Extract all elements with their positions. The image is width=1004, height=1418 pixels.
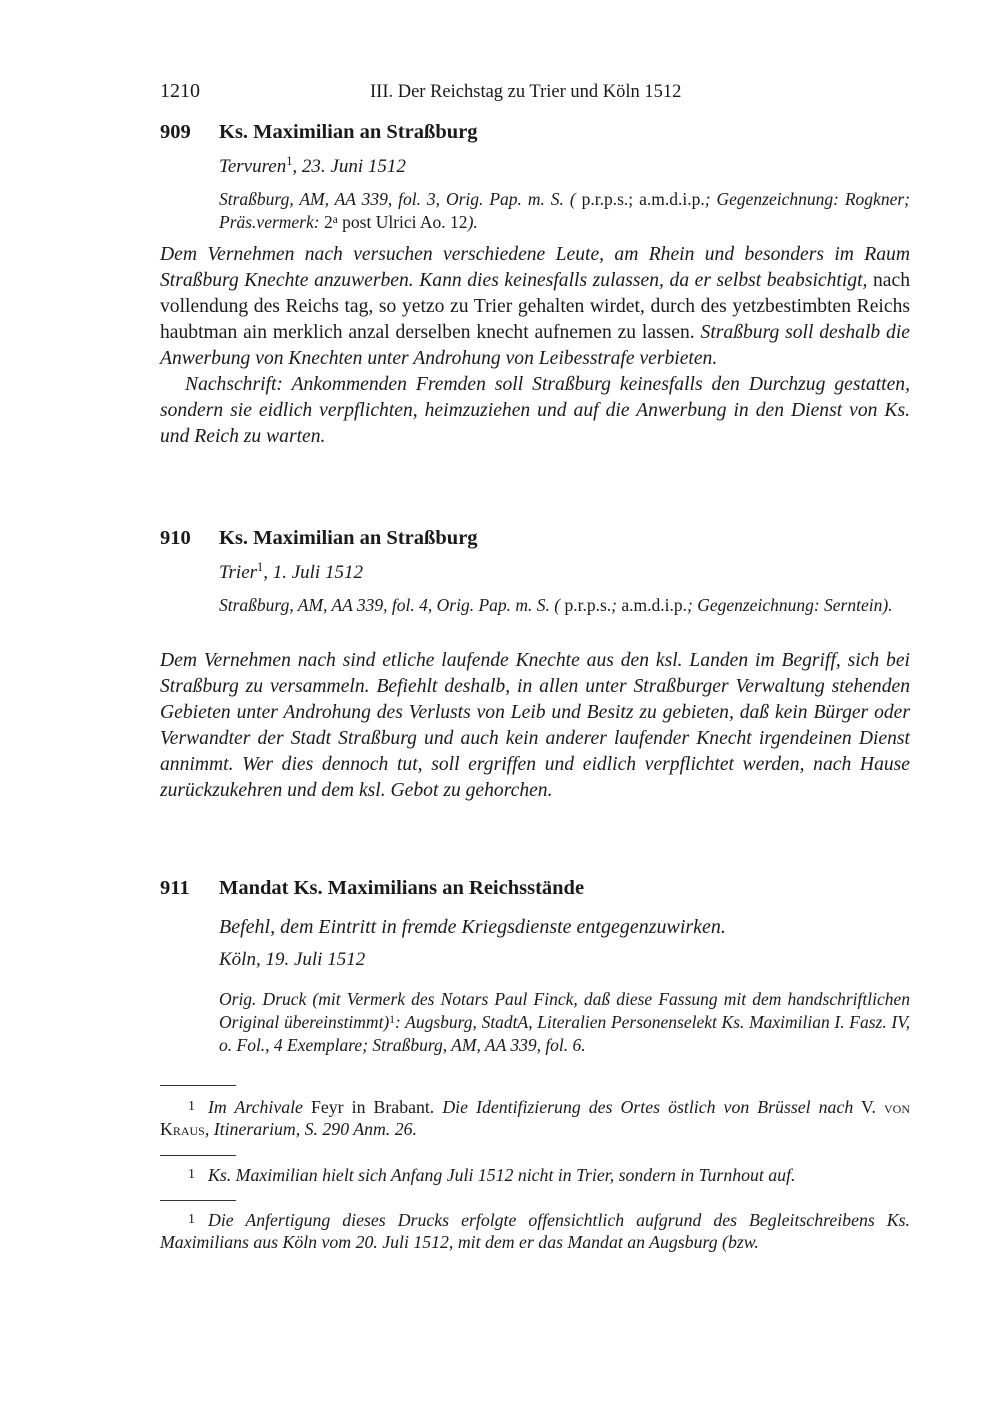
text-segment: Die Identifizierung des Ortes östlich von Brüssel nach (442, 1097, 854, 1117)
footnote-text (160, 1097, 910, 1139)
entry-heading-910 (160, 527, 478, 550)
text-segment: Straßburg, AM, AA 339, fol. 3, Orig. Pap. m. S. ( (219, 189, 576, 209)
entry-title: Ks. Maximilian an Straßburg (219, 527, 478, 549)
paragraph-postscript (160, 372, 910, 450)
text-segment: ; (704, 189, 711, 209)
summary: Befehl, dem Eintritt in fremde Kriegsdienste entgegenzuwirken. (219, 916, 726, 938)
footnote-reference: a (332, 214, 338, 226)
text-segment: Orig. Druck (mit Vermerk des Notars Paul Finck, daß diese Fassung mit dem handschriftlichen Original übereinstimmt) (219, 989, 910, 1032)
text-segment: post Ulrici Ao. 12 (337, 212, 468, 232)
entry-heading-909 (160, 121, 478, 144)
paragraph (160, 242, 910, 372)
footnote-marker: 1 (188, 1099, 195, 1114)
text-segment: Dem Vernehmen nach versuchen verschiedene Leute, am Rhein und besonders im Raum Straßburg Knechte anzuwerben. Kann dies keinesfalls zulassen, da er selbst beabsichtigt, (160, 244, 910, 291)
footnote-rule (160, 1155, 236, 1156)
entry-title: Mandat Ks. Maximilians an Reichsstände (219, 877, 585, 899)
footnote-reference: 1 (286, 154, 293, 168)
text-segment: , 23. Juni 1512 (292, 156, 406, 177)
text-segment: Gegenzeichnung: Rogkner; Präs.vermerk: (219, 189, 910, 232)
text-segment: ; Gegenzeichnung: Serntein). (687, 595, 893, 615)
text-segment: Nachschrift: Ankommenden Fremden soll Straßburg keinesfalls den Durchzug gestatten, sondern sie eidlich verpflichten, heimzuziehen und auf die Anwerbung in den Dienst von Ks. und Reich zu warten. (160, 374, 910, 447)
text-segment: ; (611, 595, 617, 615)
text-segment: Dem Vernehmen nach sind etliche laufende Knechte aus den ksl. Landen im Begriff, sich bei Straßburg zu versammeln. Befiehlt deshalb, in allen unter Straßburger Verwaltung stehenden Gebieten unter Androhung des Verlusts von Leib und Besitz zu gebieten, daß kein Bürger oder Verwandter der Stadt Straßburg und auch kein anderer laufender Knecht irgendeinen Dienst annimmt. Wer dies dennoch tut, soll ergriffen und eidlich verpflichtet werden, nach Hause zurückzukehren und dem ksl. Gebot zu gehorchen. (160, 650, 910, 801)
regest-body (160, 242, 910, 450)
footnote-marker: 1 (188, 1167, 195, 1182)
footnote-marker: 1 (188, 1212, 195, 1227)
source-note (219, 988, 910, 1057)
text-segment: Ks. Maximilian hielt sich Anfang Juli 1512 nicht in Trier, sondern in Turnhout auf. (208, 1165, 796, 1185)
text-segment: : Augsburg, StadtA, Literalien Personenselekt Ks. Maximilian I. Fasz. IV, o. Fol., 4 Exemplare; Straßburg, AM, AA 339, fol. 6. (219, 1012, 911, 1055)
text-segment: Die Anfertigung dieses Drucks erfolgte offensichtlich aufgrund des Begleitschreibens Ks. Maximilians aus Köln vom 20. Juli 1512, mit dem er das Mandat an Augsburg (bzw. (160, 1210, 910, 1252)
paragraph (160, 648, 910, 804)
source-note (219, 188, 910, 234)
text-segment: p.r.p.s. (560, 595, 612, 615)
text-segment: a.m.d.i.p. (639, 189, 705, 209)
footnote (160, 1096, 910, 1140)
footnote-rule (160, 1200, 236, 1201)
text-segment: Feyr in Brabant. (302, 1097, 443, 1117)
text-segment: 2 (319, 212, 333, 232)
text-segment: Trier (219, 562, 258, 583)
text-segment: Im Archivale (208, 1097, 303, 1117)
place-date (219, 562, 910, 584)
entry-number: 910 (160, 527, 191, 549)
footnote (160, 1209, 910, 1253)
text-segment: p.r.p.s.; (575, 189, 634, 209)
footnote (160, 1164, 910, 1186)
text-segment: Tervuren (219, 156, 287, 177)
entry-number: 909 (160, 121, 191, 143)
footnote-text (160, 1210, 910, 1252)
footnote-text (208, 1165, 795, 1185)
text-segment: Köln, 19. Juli 1512 (219, 949, 366, 970)
text-segment: Straßburg, AM, AA 339, fol. 4, Orig. Pap. m. S. ( (219, 595, 561, 615)
text-segment: , 1. Juli 1512 (263, 562, 363, 583)
entry-heading-911 (160, 877, 584, 900)
entry-title: Ks. Maximilian an Straßburg (219, 121, 478, 143)
text-segment: Straßburg soll deshalb die Anwerbung von Knechten unter Androhung von Leibesstrafe verbieten. (160, 322, 910, 369)
running-head: III. Der Reichstag zu Trier und Köln 1512 (370, 82, 682, 102)
text-segment: a.m.d.i.p. (617, 595, 687, 615)
footnote-reference: 1 (257, 560, 264, 574)
place-date (219, 949, 910, 971)
entry-number: 911 (160, 877, 190, 899)
text-segment: ). (467, 212, 478, 232)
page-number: 1210 (160, 80, 200, 102)
place-date (219, 156, 910, 178)
text-segment: V. von Kraus (160, 1097, 910, 1139)
text-segment: nach vollendung des Reichs tag, so yetzo zu Trier gehalten wirdet, durch des yetzbestimbten Reichs haubtman ain merklich anzal derselben knecht aufnemen zu lassen. (160, 270, 910, 343)
footnote-rule (160, 1085, 236, 1086)
regest-body (160, 648, 910, 804)
text-segment: , Itinerarium, S. 290 Anm. 26. (204, 1119, 417, 1139)
footnote-reference: 1 (389, 1014, 395, 1026)
source-note (219, 594, 910, 617)
